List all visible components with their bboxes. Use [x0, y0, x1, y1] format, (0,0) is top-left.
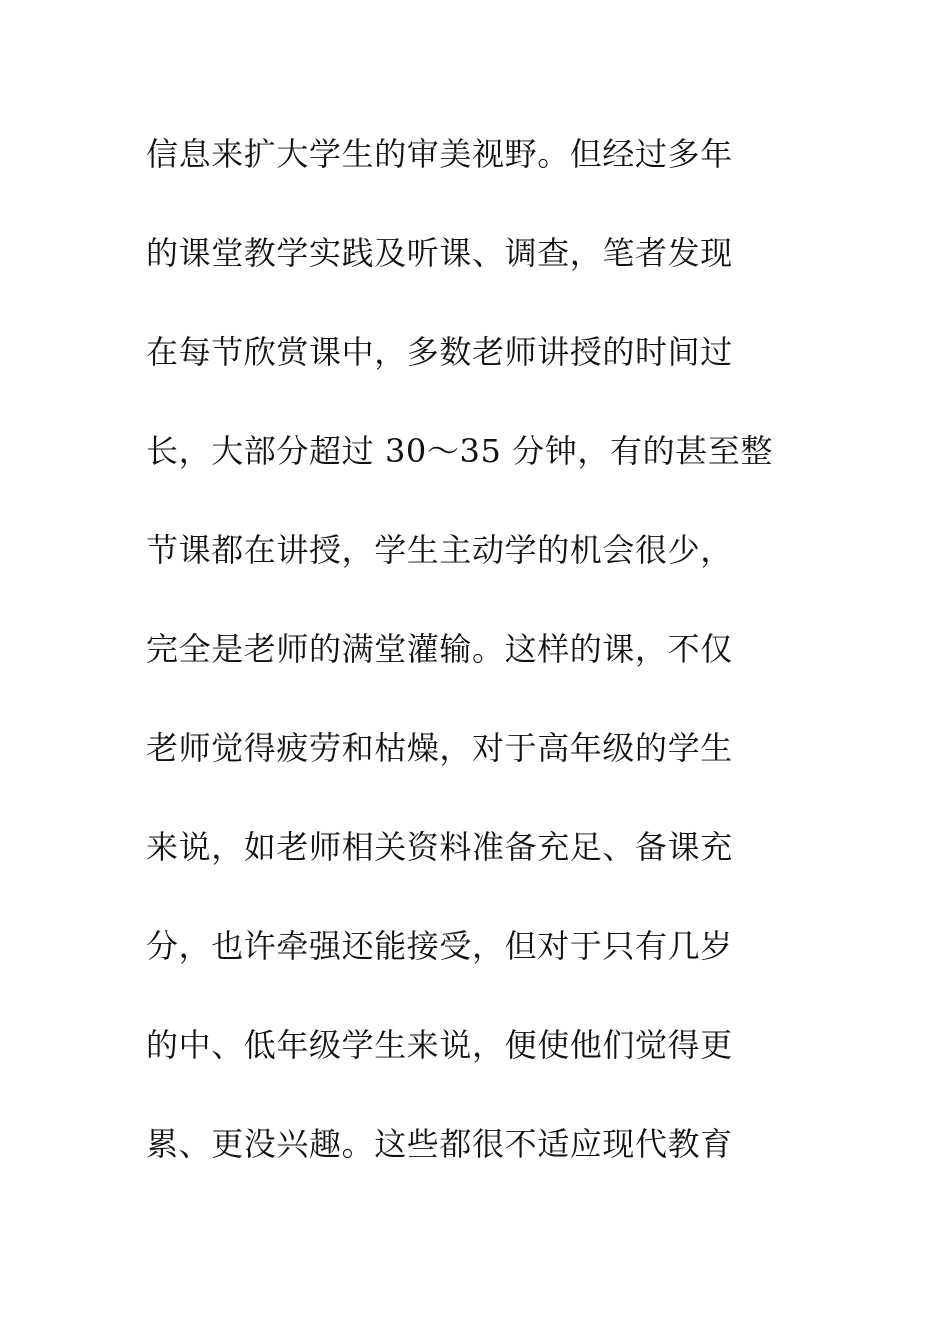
- text-line: 完全是老师的满堂灌输。这样的课，不仅: [146, 630, 733, 668]
- text-line: 节课都在讲授，学生主动学的机会很少，: [146, 531, 733, 569]
- text-line: 老师觉得疲劳和枯燥，对于高年级的学生: [146, 729, 733, 767]
- text-line: 信息来扩大学生的审美视野。但经过多年: [146, 135, 733, 173]
- body-text: [146, 124, 846, 1213]
- text-line: 分，也许牵强还能接受，但对于只有几岁: [146, 927, 733, 965]
- text-line: 来说，如老师相关资料准备充足、备课充: [146, 828, 733, 866]
- text-line: 的课堂教学实践及听课、调查，笔者发现: [146, 234, 733, 272]
- text-line: 在每节欣赏课中，多数老师讲授的时间过: [146, 333, 733, 371]
- text-line: 的中、低年级学生来说，便使他们觉得更: [146, 1026, 733, 1064]
- text-line: 长，大部分超过 30～35 分钟，有的甚至整: [146, 432, 773, 470]
- text-line: 累、更没兴趣。这些都很不适应现代教育: [146, 1125, 733, 1163]
